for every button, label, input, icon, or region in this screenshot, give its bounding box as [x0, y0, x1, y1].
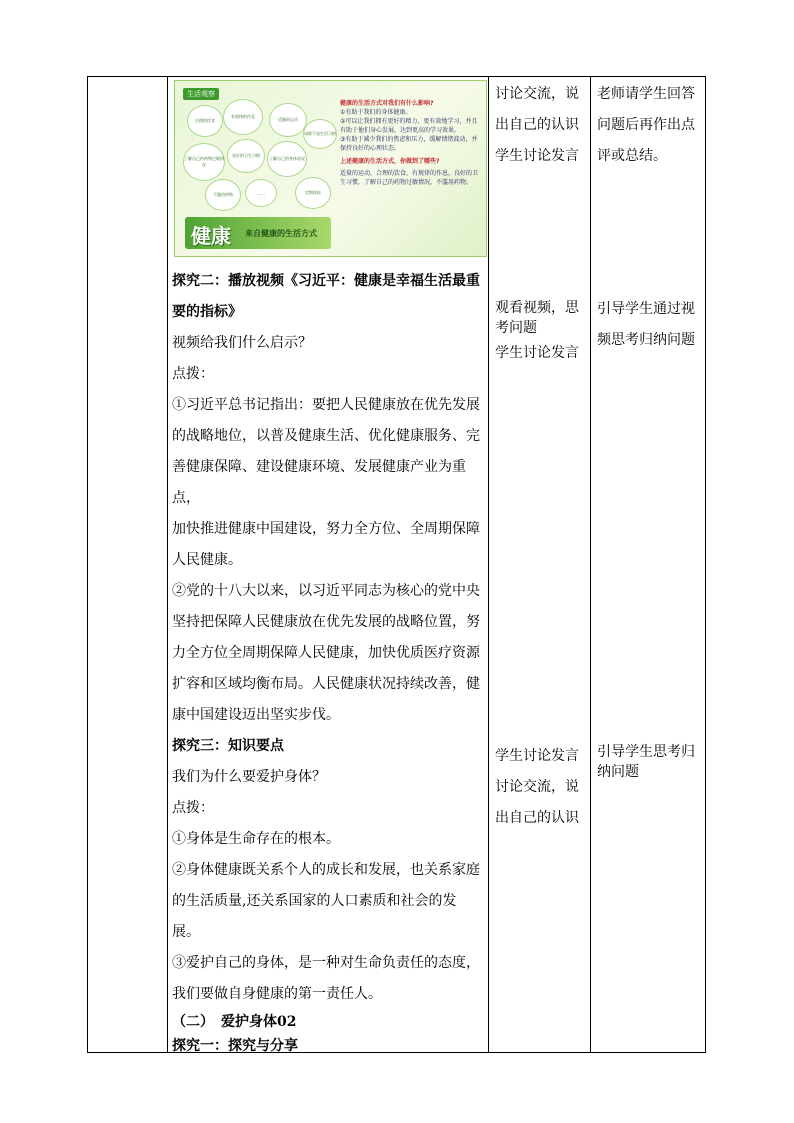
teacher-line: 老师请学生回答 — [597, 86, 695, 102]
paragraph-line: 力全方位全周期保障人民健康，加快优质医疗资源 — [172, 645, 480, 661]
paragraph-line: ③爱护自己的身体，是一种对生命负责任的态度， — [172, 955, 480, 971]
question: 我们为什么要爱护身体？ — [172, 769, 326, 785]
section-heading: 要的指标》 — [172, 304, 242, 320]
student-line: 考问题 — [495, 320, 537, 336]
bubble: 适量的运动 — [269, 103, 307, 137]
paragraph-line: 康中国建设迈出坚实步伐。 — [172, 707, 340, 723]
paragraph-line: ①身体是生命存在的根本。 — [172, 831, 340, 847]
teacher-line: 评或总结。 — [597, 148, 667, 164]
paragraph-line: ②身体健康既关系个人的成长和发展，也关系家庭 — [172, 862, 480, 878]
section-heading: 探究三：知识要点 — [172, 738, 284, 754]
teacher-line: 引导学生思考归 — [597, 744, 695, 760]
bubble: …… — [245, 179, 277, 207]
paragraph-line: 我们要做自身健康的第一责任人。 — [172, 986, 382, 1002]
section-heading: 探究二：播放视频《习近平：健康是幸福生活最重 — [172, 273, 480, 289]
bubble: 戒除不良生活习惯 — [303, 119, 337, 149]
teacher-line: 频思考归纳问题 — [597, 332, 695, 348]
student-line: 学生讨论发言 — [495, 345, 579, 361]
paragraph-line: 扩容和区域均衡布局。人民健康状况持续改善，健 — [172, 676, 480, 692]
teacher-line: 问题后再作出点 — [597, 117, 695, 133]
column-divider-3 — [590, 76, 591, 1053]
student-line: 讨论交流，说 — [495, 779, 579, 795]
teacher-activity-1 — [597, 79, 703, 172]
student-line: 出自己的认识 — [495, 117, 579, 133]
student-activity-2 — [495, 298, 587, 369]
column-divider-2 — [488, 76, 489, 1053]
banner-title: 健康 — [191, 224, 231, 248]
paragraph-line: ①习近平总书记指出：要把人民健康放在优先发展 — [172, 397, 480, 413]
student-activity-1 — [495, 79, 587, 172]
teacher-line: 引导学生通过视 — [597, 301, 695, 317]
slide-answer: ②可以让我们拥有更好的精力，更有效地学习，并且有助于他们身心发展，达到更高的学习效果。 — [340, 118, 478, 134]
bubble: 有规律的作息 — [223, 99, 263, 135]
paragraph-line: 的战略地位，以普及健康生活、优化健康服务、完 — [172, 428, 480, 444]
student-line: 讨论交流，说 — [495, 86, 579, 102]
bubble: 了解自己的药物过敏情况 — [183, 143, 225, 181]
section-heading: （二） 爱护身体02 — [172, 1014, 297, 1030]
teacher-line: 纳问题 — [597, 764, 639, 780]
paragraph-line: 坚持把保障人民健康放在优先发展的战略位置，努 — [172, 614, 480, 630]
bubble: 了解自己的身体状况 — [267, 141, 307, 177]
teacher-activity-2 — [597, 294, 703, 356]
student-line: 出自己的认识 — [495, 810, 579, 826]
column-divider-1 — [167, 76, 168, 1053]
paragraph-line: 的生活质量,还关系国家的人口素质和社会的发展。 — [172, 893, 457, 940]
bubble: 合理的饮食 — [187, 105, 223, 137]
slide-answer: ③有助于减少我们的焦虑和压力，缓解情绪波动，并保持良好的心理状态。 — [340, 136, 478, 152]
student-activity-3 — [495, 741, 587, 834]
tip-label: 点拨： — [172, 366, 214, 382]
bubble: 定期体检 — [295, 177, 331, 209]
slide-text — [340, 99, 480, 187]
paragraph-line: 人民健康。 — [172, 552, 242, 568]
slide-question-2: 上述健康的生活方式，你做到了哪些? — [340, 158, 440, 165]
content-column — [172, 266, 484, 1058]
tip-label: 点拨： — [172, 800, 214, 816]
slide-question-1: 健康的生活方式对我们有什么影响? — [340, 100, 434, 107]
slide-answer: ①有助于我们的身体健康。 — [340, 109, 412, 116]
paragraph-line: 加快推进健康中国建设，努力全方位、全周期保障 — [172, 521, 480, 537]
slide-tag: 生活观察 — [183, 88, 219, 100]
student-line: 学生讨论发言 — [495, 748, 579, 764]
student-line: 学生讨论发言 — [495, 148, 579, 164]
banner-subtitle: 来自健康的生活方式 — [245, 229, 317, 238]
paragraph-line: 善健康保障、建设健康环境、发展健康产业为重点， — [172, 459, 466, 506]
question: 视频给我们什么启示？ — [172, 335, 312, 351]
health-lifestyle-slide — [174, 80, 487, 257]
section-heading: 探究一：探究与分享 — [172, 1038, 298, 1054]
bubble: 良好的卫生习惯 — [227, 139, 265, 173]
paragraph-line: ②党的十八大以来，以习近平同志为核心的党中央 — [172, 583, 480, 599]
slide-answer: 适量的运动，合理的饮食，有规律的作息，良好的卫生习惯，了解自己的药物过敏情况，不滥用药物。 — [340, 170, 479, 186]
student-line: 观看视频，思 — [495, 300, 579, 316]
slide-banner — [185, 217, 331, 249]
teacher-activity-3 — [597, 742, 703, 782]
bubble: 不滥用药物 — [205, 179, 241, 211]
